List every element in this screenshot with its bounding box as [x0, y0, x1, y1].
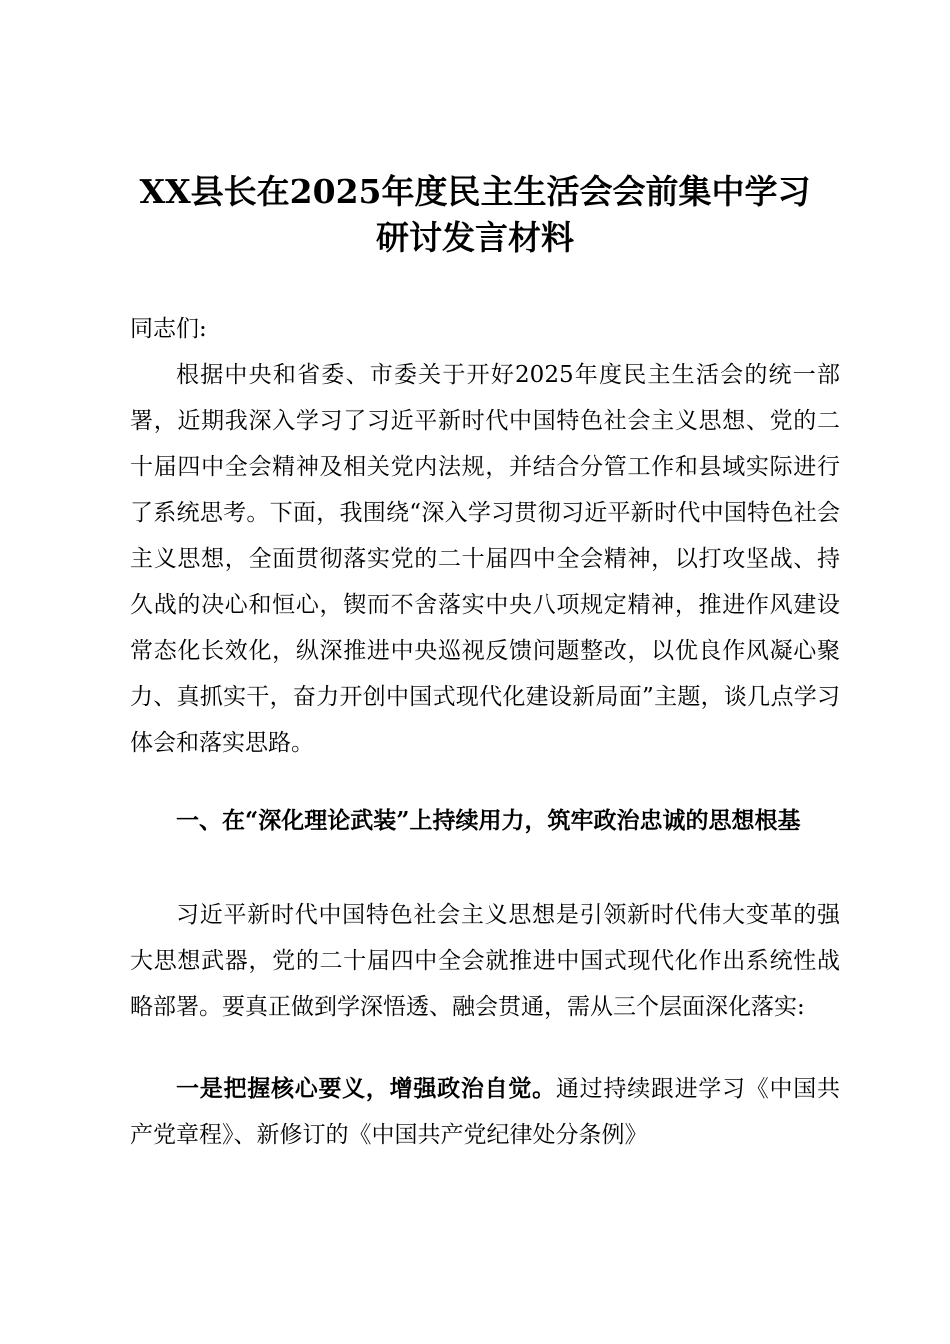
point-1-body: 通过持续跟进学习《中国共产党章程》、新修订的《中国共产党纪律处分条例》 [130, 1076, 841, 1148]
intro-paragraph: 根据中央和省委、市委关于开好2025年度民主生活会的统一部署，近期我深入学习了习近平新时代中国特色社会主义思想、党的二十届四中全会精神及相关党内法规，并结合分管工作和县域实际进行了系统思考。下面，我围绕“深入学习贯彻习近平新时代中国特色社会主义思想，全面贯彻落实党的二十届四中全会精神，以打攻坚战、持久战的决心和恒心，锲而不舍落实中央八项规定精神，推进作风建设常态化长效化，纵深推进中央巡视反馈问题整改，以优良作风凝心聚力、真抓实干，奋力开创中国式现代化建设新局面”主题，谈几点学习体会和落实思路。 [130, 362, 840, 756]
point-1-paragraph [130, 1066, 840, 1158]
document-title-line-1: XX县长在2025年度民主生活会会前集中学习 [139, 172, 811, 211]
point-1-lead: 一是把握核心要义，增强政治自觉。 [176, 1075, 556, 1102]
section-1-paragraph: 习近平新时代中国特色社会主义思想是引领新时代伟大变革的强大思想武器，党的二十届四中全会就推进中国式现代化作出系统性战略部署。要真正做到学深悟透、融会贯通，需从三个层面深化落实: [130, 902, 840, 1020]
document-title-line-2: 研讨发言材料 [376, 218, 574, 257]
section-heading-1: 一、在“深化理论武装”上持续用力，筑牢政治忠诚的思想根基 [176, 807, 801, 834]
salutation: 同志们: [130, 316, 207, 342]
